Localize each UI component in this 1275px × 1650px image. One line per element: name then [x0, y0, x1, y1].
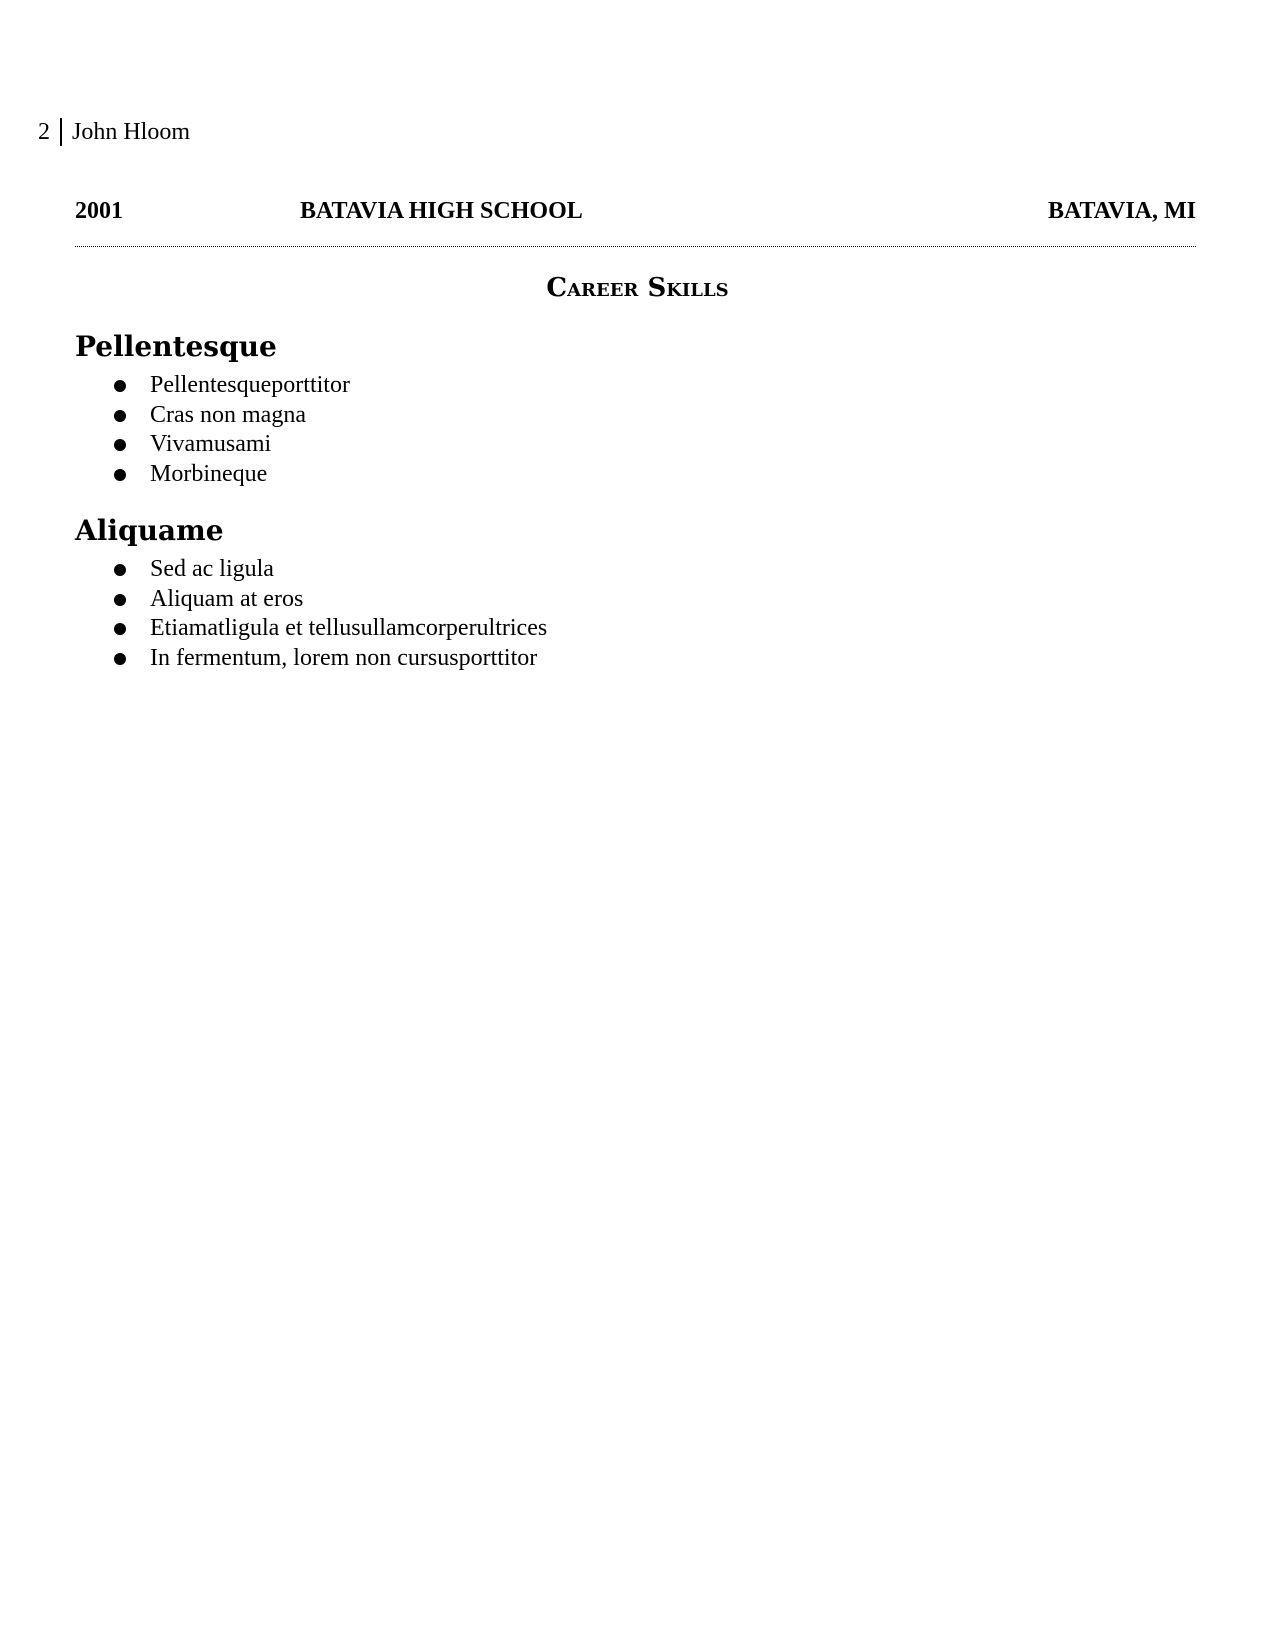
header-name: John Hloom — [72, 119, 191, 145]
page-header — [38, 118, 190, 146]
skill-group-title: Pellentesque — [75, 330, 277, 363]
list-item-text: Morbineque — [150, 460, 268, 487]
bullet-icon — [114, 469, 126, 481]
section-title-career-skills: Career Skills — [546, 273, 729, 303]
page-number: 2 — [38, 119, 50, 145]
header-separator — [60, 118, 62, 146]
list-item-text: In fermentum, lorem non cursusporttitor — [150, 644, 538, 671]
list-item — [0, 371, 350, 401]
list-item — [0, 555, 547, 585]
skill-list — [0, 555, 547, 673]
skill-group-title: Aliquame — [75, 514, 224, 547]
list-item-text: Vivamusami — [150, 431, 272, 457]
list-item-text: Sed ac ligula — [150, 556, 274, 582]
list-item — [0, 430, 350, 460]
list-item — [0, 644, 547, 674]
skill-list — [0, 371, 350, 489]
list-item — [0, 460, 350, 490]
section-divider — [75, 246, 1196, 247]
bullet-icon — [114, 594, 126, 606]
bullet-icon — [114, 623, 126, 635]
list-item-text: Aliquam at eros — [150, 585, 304, 612]
bullet-icon — [114, 439, 126, 451]
education-year: 2001 — [75, 198, 123, 224]
bullet-icon — [114, 380, 126, 392]
bullet-icon — [114, 410, 126, 422]
list-item — [0, 614, 547, 644]
list-item-text: Etiamatligula et tellusullamcorperultrices — [150, 615, 548, 641]
education-location: BATAVIA, MI — [1047, 198, 1196, 224]
list-item — [0, 401, 350, 431]
list-item-text: Pellentesqueporttitor — [150, 372, 350, 398]
bullet-icon — [114, 653, 126, 665]
education-entry — [75, 196, 1196, 226]
list-item-text: Cras non magna — [150, 401, 306, 428]
education-school: BATAVIA HIGH SCHOOL — [300, 198, 583, 224]
list-item — [0, 585, 547, 615]
bullet-icon — [114, 564, 126, 576]
